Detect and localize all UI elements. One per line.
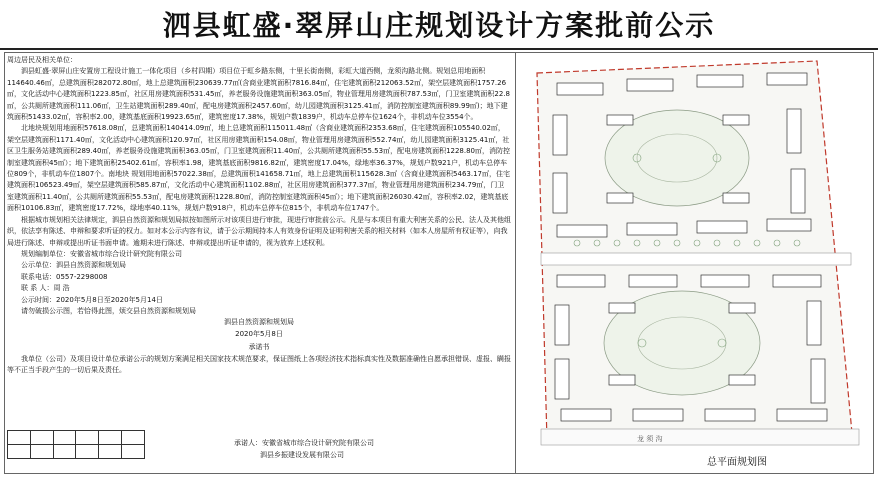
notice-panel: [4, 52, 516, 474]
contact-line: 联 系 人：周 浩: [21, 284, 70, 293]
site-plan-caption: 总平面规划图: [707, 457, 767, 468]
promiser-label: 承诺人：: [234, 439, 262, 447]
south-road-label: 龙 须 沟: [637, 435, 663, 443]
promiser-2: 泗县乡振建设发展有限公司: [260, 451, 344, 459]
warning-line: 请勿破损公示图，若恰得此图，烦交县自然资源和规划局: [21, 306, 196, 315]
notice-text: [7, 55, 511, 376]
publisher-line: 公示单位：泗县自然资源和规划局: [21, 261, 126, 270]
site-plan-drawing: [517, 53, 873, 453]
commitment-body: 我单位（公司）及项目设计单位承诺公示的规划方案满足相关国家技术规范要求，保证图纸上各项经济技术指标真实性及数据准确性自愿承担错误、虚报、瞒报等不正当手段产生的一切后果及责任。: [7, 354, 511, 374]
commitment-heading: 承诺书: [248, 343, 270, 352]
stamp-grid: [7, 430, 145, 459]
page-title: 泗县虹盛·翠屏山庄规划设计方案批前公示: [162, 9, 716, 42]
promiser-1: 安徽省城市综合设计研究院有限公司: [262, 439, 374, 447]
central-road: [541, 253, 851, 265]
phone-line: 联系电话：0557-2298008: [21, 272, 108, 281]
signing-org: 泗县自然资源和规划局: [224, 318, 294, 327]
south-road: [541, 429, 859, 445]
title-banner: [0, 0, 878, 50]
project-overview: 泗县虹盛·翠屏山庄安置房工程设计施工一体化项目（乡村四期）项目位于虹乡路东侧，十里长街南侧，彩虹大道西侧，龙须沟路北侧。规划总用地面积114640.46㎡，总建筑面积282072.80㎡，地上总建筑面积230639.77㎡(含商业建筑面积7816.84㎡，住宅建筑面积212063.52㎡，架空层建筑面积1757.26㎡，文化活动中心建筑面积1223.85㎡，社区用房建筑面积531.45㎡，养老服务设施建筑面积363.05㎡，物业管理用房建筑面积787.53㎡，门卫室建筑面积22.8㎡，公共厕所建筑面积111.06㎡，卫生站建筑面积289.40㎡，配电房建筑面积2457.60㎡，幼儿园建筑面积3125.41㎡，消防控制室建筑面积89.99㎡)；地下建筑面积51433.02㎡，容积率2.00，建筑基底面积19923.65㎡，建筑密度17.38%，规划户数1839户，机动车总停车位1624个，非机动车位3554个。: [7, 67, 511, 122]
period-line: 公示时间：2020年5月8日至2020年5月14日: [21, 295, 163, 304]
salutation: 周边居民及相关单位：: [7, 56, 77, 64]
promisers: [234, 437, 374, 461]
legal-notice: 根据城市规划相关法律规定，泗县自然资源和规划局拟按如图所示对该项目进行审批，现进行审批前公示。凡是与本项目有重大利害关系的公民、法人及其他组织，依法享有陈述、申辩和要求听证的权力。如对本公示内容有议，请于公示期间持本人有效身份证明及证明利害关系的相关材料（如本人房屋所有权证等），向我局进行陈述、申辩或提出听证书面申请。逾期未进行陈述、申辩或提出听证申请的，视为放弃上述权利。: [7, 215, 511, 247]
compiler-line: 规划编制单位：安徽省城市综合设计研究院有限公司: [21, 249, 182, 258]
site-plan-panel: [517, 53, 873, 473]
plot-details: 北地块规划用地面积57618.08㎡，总建筑面积140414.09㎡，地上总建筑面积115011.48㎡（含商业建筑面积2353.68㎡，住宅建筑面积105540.02㎡，架空层建筑面积1171.40㎡，文化活动中心建筑面积120.97㎡，社区用房建筑面积154.08㎡，物业管理用房建筑面积552.74㎡，幼儿园建筑面积3125.41㎡，社区卫生服务站建筑面积289.40㎡，养老服务设施建筑面积363.05㎡，门卫室建筑面积11.40㎡，公共厕所建筑面积55.53㎡，配电房建筑面积1228.80㎡，消防控制室建筑面积45㎡）；地下建筑面积25402.61㎡，容积率1.98，建筑基底面积9816.82㎡，建筑密度17.04%，绿地率36.37%，规划户数921户，机动车总停车位809个，非机动车位1807个。南地块 规划用地面积57022.38㎡，总建筑面积141658.71㎡，地上总建筑面积115628.3㎡（含商业建筑面积5463.17㎡，住宅建筑面积106523.49㎡，架空层建筑面积585.87㎡，文化活动中心建筑面积1102.88㎡，社区用房建筑面积377.37㎡，物业管理用房建筑面积234.79㎡，门卫室建筑面积11.40㎡，公共厕所建筑面积55.53㎡，配电房建筑面积1228.80㎡，消防控制室建筑面积45㎡）；地下建筑面积26030.42㎡，容积率2.02，建筑基底面积10106.83㎡，建筑密度17.72%，绿地率40.11%，规划户数918户，机动车总停车位815个，非机动车位1747个。: [7, 124, 511, 213]
signing-date: 2020年5月8日: [235, 329, 283, 338]
